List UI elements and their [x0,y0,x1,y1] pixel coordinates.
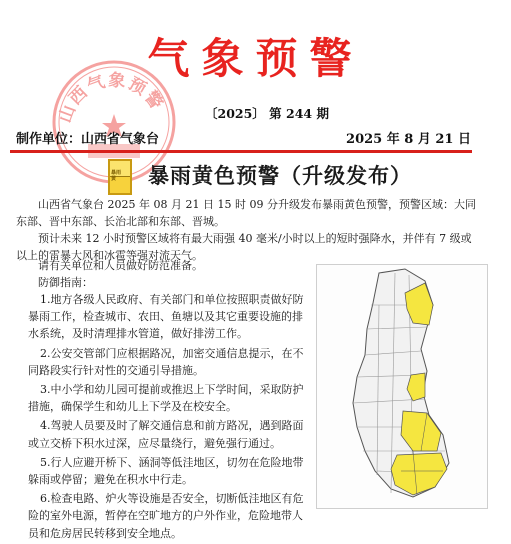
guide-item: 1.地方各级人民政府、有关部门和单位按照职责做好防暴雨工作，检查城市、农田、鱼塘以及其它重要设施的排水系统，及时清理排水管道，做好排涝工作。 [28,293,304,341]
header-divider [10,150,472,153]
guide-item: 6.检查电路、炉火等设施是否安全，切断低洼地区有危险的室外电源，暂停在空旷地方的户外作业，危险地带人员和危房居民转移到安全地点。 [28,492,304,540]
guide-item: 4.驾驶人员要及时了解交通信息和前方路况，遇到路面或立交桥下积水过深，应尽量绕行，避免强行通过。 [28,419,304,450]
issue-number: 〔2025〕 第 244 期 [205,106,329,121]
warning-paragraph-1: 山西省气象台 2025 年 08 月 21 日 15 时 09 分升级发布暴雨黄色预警，预警区域：大同东部、晋中东部、长治北部和东部、晋城。 [16,198,476,229]
issuing-unit: 制作单位：山西省气象台 [16,132,160,147]
warning-sign-label-top: 暴雨 [111,170,122,176]
stamp-text: 山西气象预警 [55,70,168,126]
prepare-notice: 请有关单位和人员做好防范准备。 [38,259,203,272]
bulletin-title: 气象预警 [147,34,364,83]
defense-guide-list [28,291,306,544]
rainstorm-yellow-warning-icon [108,159,132,195]
guide-item: 5.行人应避开桥下、涵洞等低洼地区，切勿在危险地带躲雨或停留；避免在积水中行走。 [28,455,304,487]
guide-item: 2.公安交管部门应根据路况，加密交通信息提示，在不同路段实行针对性的交通引导措施。 [28,346,304,377]
warning-sign-label-bottom: 黄 [111,176,117,182]
warning-title: 暴雨黄色预警（升级发布） [148,163,412,188]
guide-item: 3.中小学和幼儿园可提前或推迟上下学时间，采取防护措施，确保学生和幼儿上下学及在校安全。 [28,383,304,414]
issue-date: 2025 年 8 月 21 日 [346,132,471,147]
guide-heading: 防御指南： [38,276,93,289]
warning-area-map [316,264,488,509]
warning-paragraph-2: 预计未来 12 小时预警区域将有最大雨强 40 毫米/小时以上的短时强降水，并伴有 7 级或以上的雷暴大风和冰雹等强对流天气。 [16,232,472,263]
